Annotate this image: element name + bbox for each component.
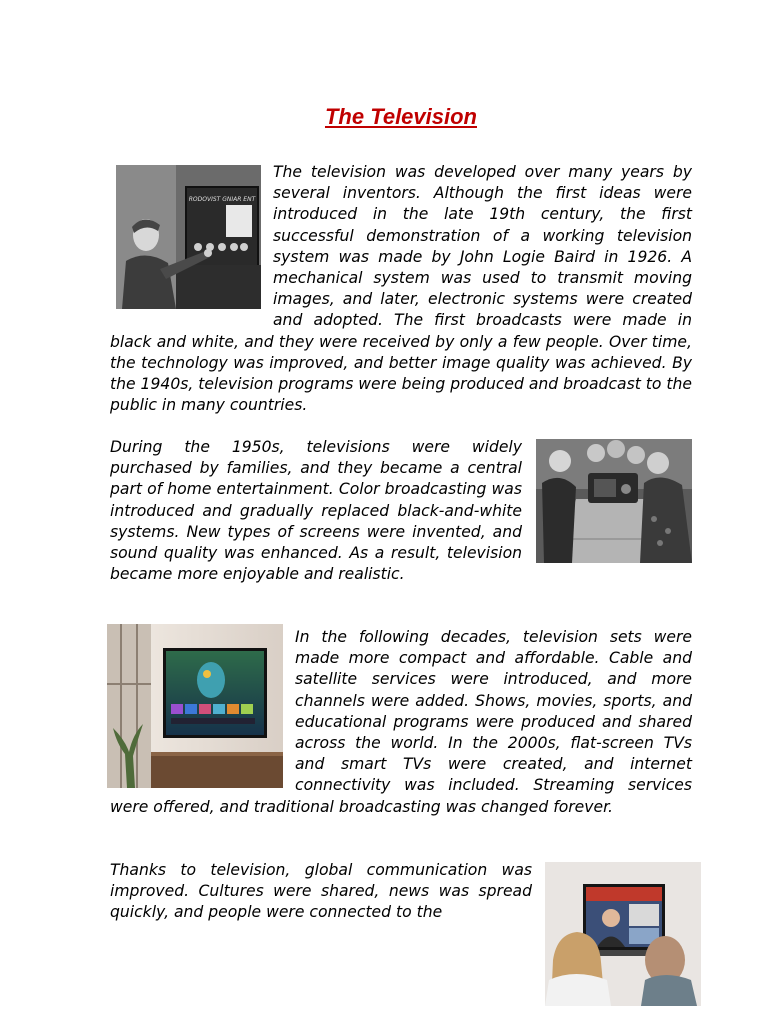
paragraph-2: [110, 437, 692, 585]
paragraph-2-text: During the 1950s, televisions were widely purchased by families, and they became a central part of home entertainment. Color broadcasting was introduced and gradually replaced black-and-white systems. New types of screens were invented, and sound quality was enhanced. As a result, television became more enjoyable and realistic.: [110, 438, 522, 584]
photo-people-watching-tv: [545, 862, 701, 1006]
svg-text:RODOVIST GNIAR ENT: RODOVIST GNIAR ENT: [188, 196, 256, 203]
paragraph-3-text: In the following decades, television sets were made more compact and affordable. Cable and satellite services were introduced, and more channels were added. Shows, movies, sports, and educational programs were produced and shared across the world. In the 2000s, flat-screen TVs and smart TVs were created, and internet connectivity was included. Streaming services were offered, and traditional broadcasting was changed forever.: [110, 628, 692, 816]
photo-modern-smart-tv: [107, 624, 283, 788]
paragraph-1: [110, 162, 692, 416]
family-radio-image: [536, 439, 692, 563]
document-title: The Television: [324, 104, 477, 129]
watching-tv-image: [545, 862, 701, 1006]
early-television-image: [116, 165, 261, 309]
smart-tv-image: [107, 624, 283, 788]
paragraph-1-text: The television was developed over many years by several inventors. Although the first ideas were introduced in the late 19th century, the first successful demonstration of a working television system was made by John Logie Baird in 1926. A mechanical system was used to transmit moving images, and later, electronic systems were created and adopted. The first broadcasts were made in black and white, and they were received by only a few people. Over time, the technology was improved, and better image quality was achieved. By the 1940s, television programs were being produced and broadcast to the public in many countries.: [110, 163, 692, 415]
paragraph-3: [110, 627, 692, 818]
photo-family-gathered: [536, 439, 692, 563]
paragraph-4: Thanks to television, global communication was improved. Cultures were shared, news was spread quickly, and people were connected to the: [110, 861, 532, 922]
photo-early-television-inventor: [116, 165, 261, 309]
